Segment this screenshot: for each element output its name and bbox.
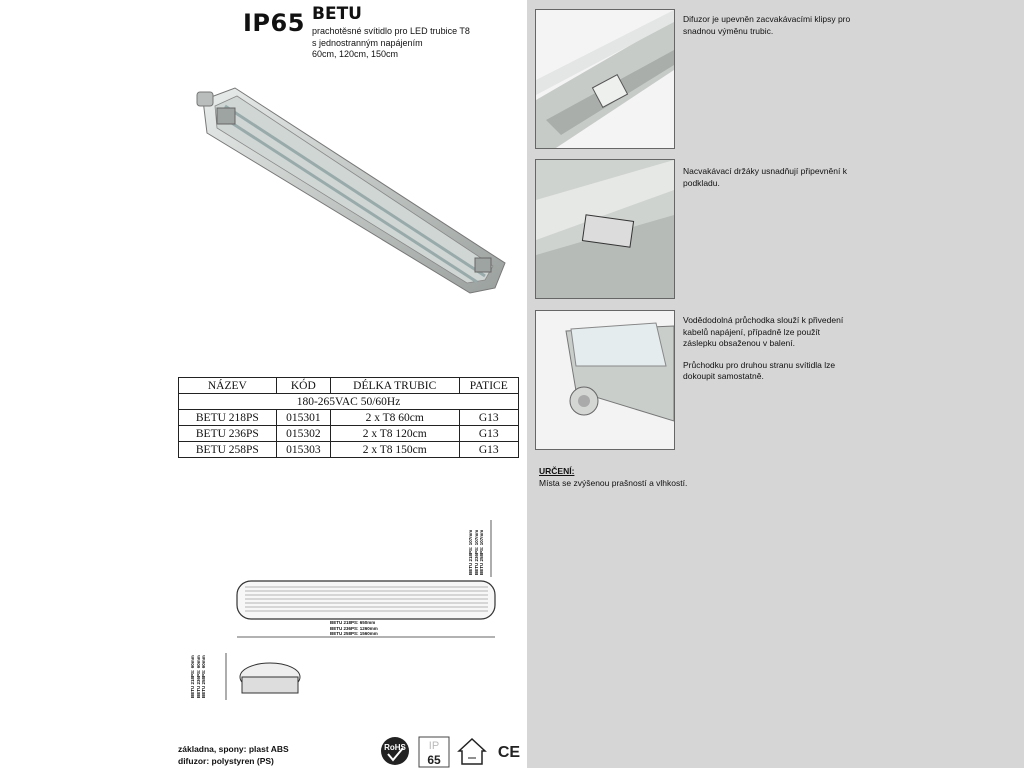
table-row bbox=[179, 410, 519, 426]
feature-photo-holders bbox=[535, 159, 675, 299]
table-cell: 2 x T8 60cm bbox=[330, 410, 459, 426]
dimension-label: BETU 258PS: 107mm bbox=[479, 529, 484, 575]
table-cell: 2 x T8 150cm bbox=[330, 442, 459, 458]
dimension-label: BETU 236PS: 1260mm bbox=[330, 625, 378, 631]
product-description bbox=[312, 26, 470, 61]
feature-text-gland-extra: Průchodku pro druhou stranu svítidla lze dokoupit samostatně. bbox=[683, 359, 836, 381]
svg-text:IP: IP bbox=[428, 740, 440, 752]
material-diffuser: difuzor: polystyren (PS) bbox=[178, 755, 274, 766]
dimension-label: BETU 258PS: 60mm bbox=[201, 655, 206, 698]
dimension-label: BETU 236PS: 107mm bbox=[473, 529, 479, 575]
column-header: KÓD bbox=[276, 378, 330, 394]
feature-text-gland-line: Vodědodolná průchodka slouží k přivedení kabelů napájení, případně lze použít záslepku obsaženou v balení. bbox=[683, 315, 844, 348]
table-cell: 015303 bbox=[276, 442, 330, 458]
rohs-icon bbox=[378, 736, 412, 766]
feature-text-clips: Difuzor je upevněn zacvakávacími klipsy pro snadnou výměnu trubic. bbox=[683, 14, 851, 36]
ce-icon bbox=[494, 736, 524, 766]
voltage-row bbox=[179, 394, 519, 410]
materials-info bbox=[178, 744, 289, 767]
svg-text:RoHS: RoHS bbox=[384, 743, 406, 752]
indoor-house-icon bbox=[456, 736, 488, 766]
table-cell: BETU 258PS bbox=[179, 442, 277, 458]
feature-text-gland bbox=[683, 315, 853, 383]
description-line: s jednostranným napájením bbox=[312, 37, 423, 48]
ip-rating: IP65 bbox=[243, 9, 305, 37]
column-header: DÉLKA TRUBIC bbox=[330, 378, 459, 394]
usage-section bbox=[539, 466, 687, 489]
voltage-cell: 180-265VAC 50/60Hz bbox=[179, 394, 519, 410]
feature-text-holders: Nacvakávací držáky usnadňují připevnění k podkladu. bbox=[683, 166, 847, 188]
svg-text:CE: CE bbox=[497, 744, 521, 761]
column-header: PATICE bbox=[459, 378, 518, 394]
dimension-label: BETU 218PS: 60mm bbox=[190, 655, 195, 698]
material-base: základna, spony: plast ABS bbox=[178, 744, 289, 754]
column-header: NÁZEV bbox=[179, 378, 277, 394]
ip65-icon bbox=[418, 736, 450, 768]
width-dimension-labels bbox=[190, 638, 207, 698]
specification-table bbox=[178, 377, 519, 458]
table-row bbox=[179, 426, 519, 442]
svg-text:65: 65 bbox=[427, 753, 441, 767]
table-cell: BETU 218PS bbox=[179, 410, 277, 426]
dimension-label: BETU 236PS: 60mm bbox=[195, 655, 201, 698]
description-line: prachotěsné svítidlo pro LED trubice T8 bbox=[312, 26, 470, 36]
product-name: BETU bbox=[312, 4, 362, 24]
table-row bbox=[179, 442, 519, 458]
table-cell: 2 x T8 120cm bbox=[330, 426, 459, 442]
table-cell: G13 bbox=[459, 410, 518, 426]
height-dimension-labels bbox=[468, 505, 485, 575]
table-cell: BETU 236PS bbox=[179, 426, 277, 442]
table-cell: 015301 bbox=[276, 410, 330, 426]
usage-heading: URČENÍ: bbox=[539, 466, 575, 476]
description-line: 60cm, 120cm, 150cm bbox=[312, 49, 399, 59]
table-cell: G13 bbox=[459, 426, 518, 442]
usage-text: Místa se zvýšenou prašností a vlhkostí. bbox=[539, 477, 688, 488]
feature-photo-clips bbox=[535, 9, 675, 149]
table-header-row bbox=[179, 378, 519, 394]
dimension-label: BETU 218PS: 650mm bbox=[330, 620, 376, 625]
table-cell: 015302 bbox=[276, 426, 330, 442]
table-cell: G13 bbox=[459, 442, 518, 458]
dimension-label: BETU 258PS: 1560mm bbox=[330, 631, 378, 636]
product-photo bbox=[195, 78, 515, 298]
feature-photo-gland bbox=[535, 310, 675, 450]
length-dimension-labels bbox=[330, 620, 378, 637]
dimension-label: BETU 218PS: 107mm bbox=[468, 529, 473, 575]
